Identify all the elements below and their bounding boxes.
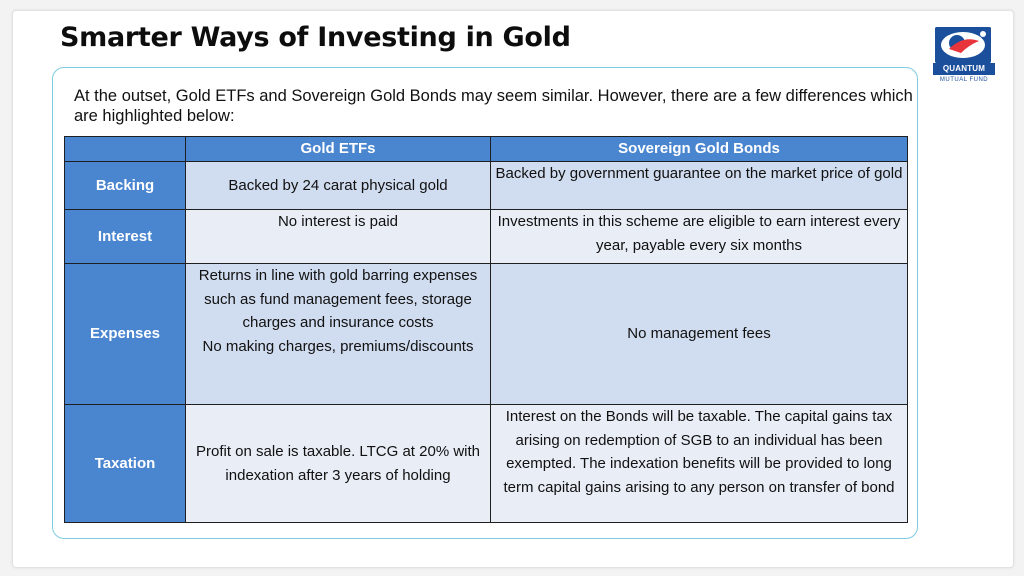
table-row-expenses bbox=[65, 264, 908, 405]
row-label-interest: Interest bbox=[65, 210, 186, 264]
cell-etf-taxation: Profit on sale is taxable. LTCG at 20% with indexation after 3 years of holding bbox=[186, 405, 491, 523]
cell-etf-expenses bbox=[186, 264, 491, 405]
header-sovereign-gold-bonds: Sovereign Gold Bonds bbox=[491, 137, 908, 162]
logo-emblem-icon bbox=[935, 27, 991, 63]
cell-etf-expenses-line2: No making charges, premiums/discounts bbox=[202, 337, 474, 355]
table-row-taxation bbox=[65, 405, 908, 523]
header-gold-etfs: Gold ETFs bbox=[186, 137, 491, 162]
cell-etf-backing: Backed by 24 carat physical gold bbox=[186, 162, 491, 210]
quantum-logo bbox=[933, 27, 995, 89]
cell-sgb-interest: Investments in this scheme are eligible to earn interest every year, payable every six months bbox=[491, 210, 908, 264]
row-label-taxation: Taxation bbox=[65, 405, 186, 523]
row-label-backing: Backing bbox=[65, 162, 186, 210]
row-label-expenses: Expenses bbox=[65, 264, 186, 405]
intro-text: At the outset, Gold ETFs and Sovereign Gold Bonds may seem similar. However, there are a few differences which are highlighted below: bbox=[74, 87, 913, 125]
cell-sgb-expenses: No management fees bbox=[491, 264, 908, 405]
cell-sgb-taxation: Interest on the Bonds will be taxable. The capital gains tax arising on redemption of SGB to an individual has been exempted. The indexation benefits will be provided to long term capital gains arising to any person on transfer of bond bbox=[491, 405, 908, 523]
table-header-row bbox=[65, 137, 908, 162]
header-corner bbox=[65, 137, 186, 162]
page-title: Smarter Ways of Investing in Gold bbox=[60, 22, 571, 53]
cell-etf-interest: No interest is paid bbox=[186, 210, 491, 264]
table-row-interest bbox=[65, 210, 908, 264]
logo-wordmark: QUANTUM bbox=[933, 63, 995, 75]
logo-subtitle: MUTUAL FUND bbox=[939, 77, 989, 83]
comparison-table bbox=[64, 136, 908, 523]
cell-etf-expenses-line1: Returns in line with gold barring expenses such as fund management fees, storage charges and insurance costs bbox=[198, 267, 478, 331]
cell-sgb-backing: Backed by government guarantee on the market price of gold bbox=[491, 162, 908, 210]
table-row-backing bbox=[65, 162, 908, 210]
